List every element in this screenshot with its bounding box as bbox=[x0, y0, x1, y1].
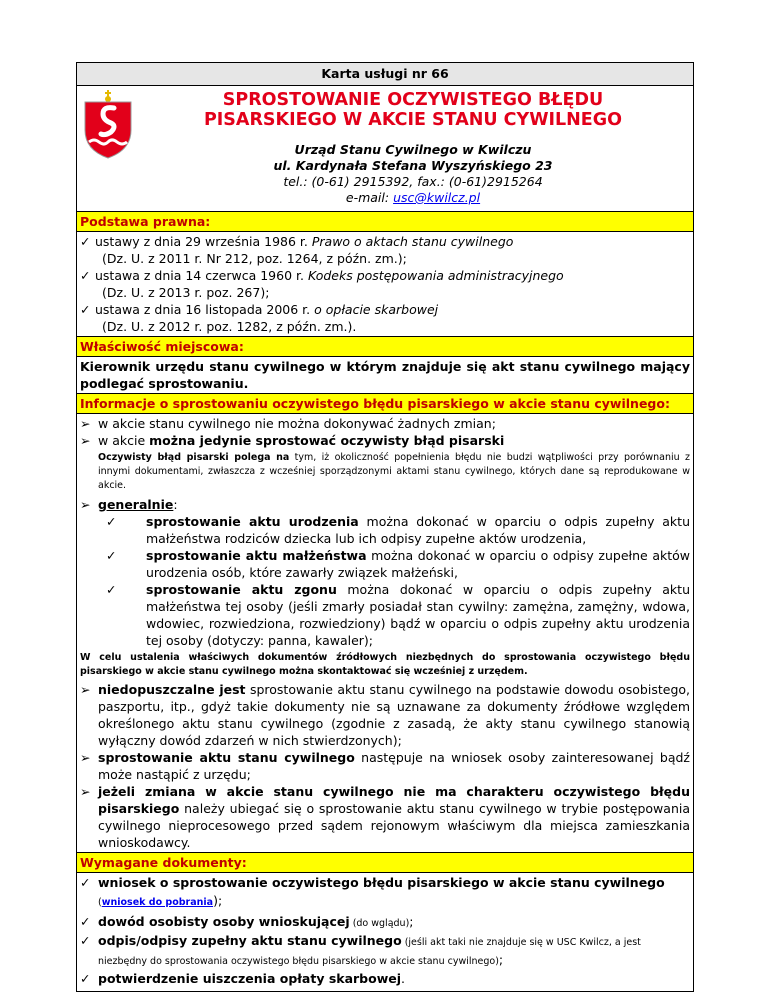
list-item: ➢ w akcie stanu cywilnego nie można dokonywać żadnych zmian; bbox=[80, 416, 496, 431]
download-form-link[interactable]: wniosek do pobrania bbox=[101, 897, 214, 908]
office-email: e-mail: usc@kwilcz.pl bbox=[345, 190, 481, 205]
arrow-icon: ➢ bbox=[80, 750, 91, 765]
office-phone: tel.: (0-61) 2915392, fax.: (0-61)2915264 bbox=[283, 174, 543, 189]
list-item: ✓ ustawa z dnia 14 czerwca 1960 r. Kodeks postępowania administracyjnego bbox=[80, 268, 564, 283]
list-item: ➢ niedopuszczalne jest sprostowanie aktu stanu cywilnego na podstawie dowodu osobistego, paszportu, itp., gdyż takie dokumenty nie są uznawane za dokumenty źródłowe względem określonego aktu stanu cywilnego (zgodnie z zasadą, że akty stanu cywilnego stanowią wyłączny dowód zdarzeń w nich stwierdzonych); bbox=[80, 682, 690, 748]
info-heading: Informacje o sprostowaniu oczywistego błędu pisarskiego w akcie stanu cywilnego: bbox=[77, 394, 693, 414]
arrow-icon: ➢ bbox=[80, 682, 91, 697]
definition-note: Oczywisty błąd pisarski polega na tym, iż okoliczność popełnienia błędu nie budzi wątpliwości przy porównaniu z innymi dokumentami, zwłaszcza z wcześniej sporządzonymi aktami stanu cywilnego, których dane są reprodukowane w akcie. bbox=[98, 452, 690, 491]
list-item: ✓ sprostowanie aktu małżeństwa można dokonać w oparciu o odpisy zupełne aktów urodzenia osób, które zawarły związek małżeński, bbox=[106, 548, 690, 580]
arrow-icon: ➢ bbox=[80, 497, 91, 512]
check-icon: ✓ bbox=[106, 582, 117, 597]
page-title: SPROSTOWANIE OCZYWISTEGO BŁĘDU PISARSKIEGO W AKCIE STANU CYWILNEGO bbox=[203, 90, 623, 130]
legal-basis-list: ✓ ustawy z dnia 29 września 1986 r. Prawo o aktach stanu cywilnego (Dz. U. z 2011 r. Nr 212, poz. 1264, z późn. zm.); ✓ ustawa z dnia 14 czerwca 1960 r. Kodeks postępowania administracyjnego (Dz. U. z 2013 r. poz. 267); ✓ ustawa z dnia 16 listopada 2006 r. o opłacie skarbowej (Dz. U. z 2012 r. poz. 1282, z późn. zm.). bbox=[77, 232, 693, 337]
check-icon: ✓ bbox=[106, 548, 117, 563]
legal-basis-heading: Podstawa prawna: bbox=[77, 212, 693, 232]
arrow-icon: ➢ bbox=[80, 433, 91, 448]
list-item: ➢ jeżeli zmiana w akcie stanu cywilnego nie ma charakteru oczywistego błędu pisarskiego należy ubiegać się o sprostowanie aktu stanu cywilnego w trybie postępowania cywilnego nieprocesowego przed sądem rejonowym właściwym dla miejsca zamieszkania wnioskodawcy. bbox=[80, 784, 690, 850]
check-icon: ✓ bbox=[80, 234, 91, 249]
list-item: ➢ w akcie można jedynie sprostować oczywisty błąd pisarski bbox=[80, 433, 505, 448]
office-name: Urząd Stanu Cywilnego w Kwilczu bbox=[294, 142, 532, 157]
list-item: ✓ potwierdzenie uiszczenia opłaty skarbowej. bbox=[80, 971, 405, 986]
general-list bbox=[80, 513, 690, 649]
card-number: Karta usługi nr 66 bbox=[77, 63, 693, 86]
check-icon: ✓ bbox=[80, 971, 91, 986]
contact-note: W celu ustalenia właściwych dokumentów źródłowych niezbędnych do sprostowania oczywistego błędu pisarskiego w akcie stanu cywilnego można skontaktować się wcześniej z urzędem. bbox=[80, 652, 690, 677]
arrow-icon: ➢ bbox=[80, 784, 91, 799]
list-item: ✓ sprostowanie aktu zgonu można dokonać w oparciu o odpis zupełny aktu małżeństwa tej osoby (jeśli zmarły posiadał stan cywilny: zamężna, zamężny, wdowa, wdowiec, rozwiedziona, rozwiedziony) bądź w oparciu o odpis zupełny aktu urodzenia tej osoby (dotyczy: panna, kawaler); bbox=[106, 582, 690, 648]
list-item: ✓ ustawa z dnia 16 listopada 2006 r. o opłacie skarbowej bbox=[80, 302, 439, 317]
documents-list bbox=[77, 873, 693, 991]
check-icon: ✓ bbox=[80, 268, 91, 283]
list-item: ➢ generalnie: bbox=[80, 497, 178, 512]
documents-heading: Wymagane dokumenty: bbox=[77, 853, 693, 873]
list-item: ✓ wniosek o sprostowanie oczywistego błędu pisarskiego w akcie stanu cywilnego bbox=[80, 875, 665, 890]
check-icon: ✓ bbox=[80, 933, 91, 948]
service-card bbox=[76, 62, 694, 992]
list-item: ✓ ustawy z dnia 29 września 1986 r. Prawo o aktach stanu cywilnego bbox=[80, 234, 514, 249]
office-address bbox=[137, 142, 689, 206]
download-line: (wniosek do pobrania); bbox=[98, 893, 223, 908]
list-item: ➢ sprostowanie aktu stanu cywilnego następuje na wniosek osoby zainteresowanej bądź może nastąpić z urzędu; bbox=[80, 750, 690, 782]
check-icon: ✓ bbox=[80, 875, 91, 890]
jurisdiction-text: Kierownik urzędu stanu cywilnego w którym znajduje się akt stanu cywilnego mający podlegać sprostowaniu. bbox=[77, 357, 693, 394]
check-icon: ✓ bbox=[80, 302, 91, 317]
email-link[interactable]: usc@kwilcz.pl bbox=[393, 190, 481, 205]
list-item: ✓ odpis/odpisy zupełny aktu stanu cywilnego (jeśli akt taki nie znajduje się w USC Kwilcz, a jest niezbędny do sprostowania oczywistego błędu pisarskiego w akcie stanu cywilnego); bbox=[80, 933, 641, 967]
card-header bbox=[77, 86, 693, 212]
check-icon: ✓ bbox=[80, 914, 91, 929]
info-section bbox=[77, 414, 693, 853]
jurisdiction-heading: Właściwość miejscowa: bbox=[77, 337, 693, 357]
check-icon: ✓ bbox=[106, 514, 117, 529]
coat-of-arms-icon bbox=[81, 90, 135, 160]
office-street: ul. Kardynała Stefana Wyszyńskiego 23 bbox=[273, 158, 553, 173]
list-item: ✓ dowód osobisty osoby wnioskującej (do wglądu); bbox=[80, 914, 414, 929]
arrow-icon: ➢ bbox=[80, 416, 91, 431]
list-item: ✓ sprostowanie aktu urodzenia można dokonać w oparciu o odpis zupełny aktu małżeństwa rodziców dziecka lub ich odpisy zupełne aktów urodzenia, bbox=[106, 514, 690, 546]
